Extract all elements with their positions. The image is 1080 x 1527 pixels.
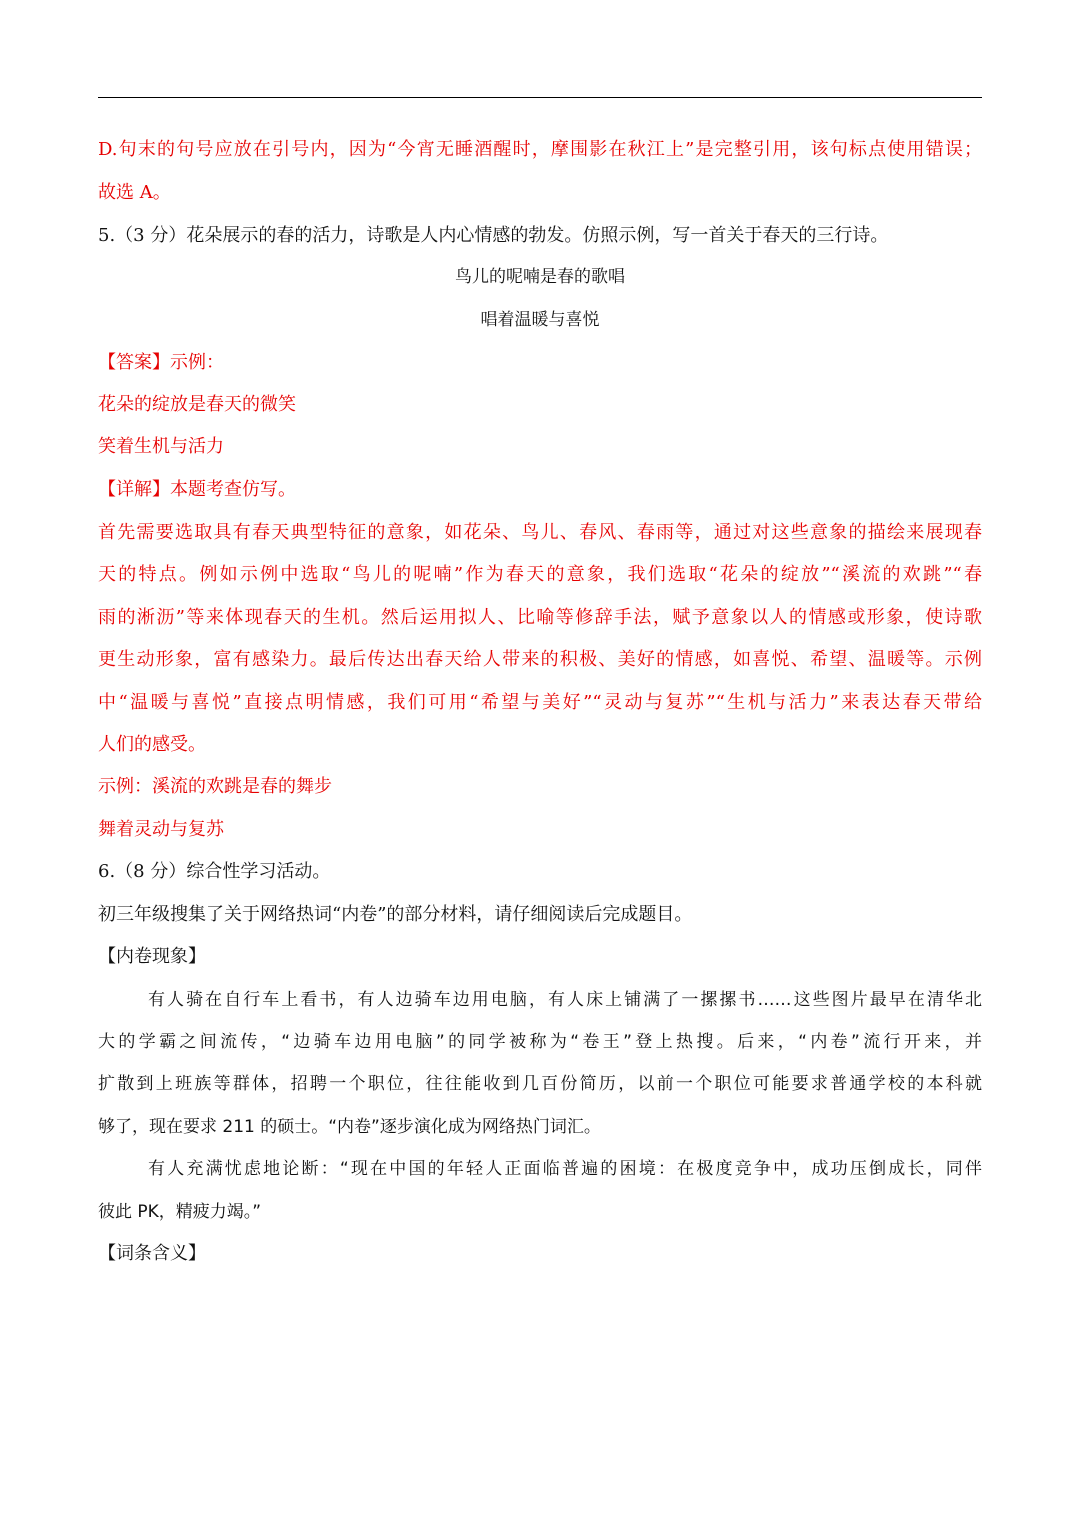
q5-detail-line: 更生动形象，富有感染力。最后传达出春天给人带来的积极、美好的情感，如喜悦、希望、温暖等。示例 (98, 649, 982, 670)
question-6-prompt: 6.（8 分）综合性学习活动。 (98, 861, 331, 882)
answer-d-line-2: 故选 A。 (98, 182, 171, 203)
q6-section-title-definition: 【词条含义】 (98, 1243, 206, 1264)
q5-example-line-1: 鸟儿的呢喃是春的歌唱 (455, 267, 625, 287)
q5-example-line-2: 唱着温暖与喜悦 (480, 310, 600, 330)
q5-answer-label: 【答案】示例： (98, 352, 224, 373)
q5-example2-line-2: 舞着灵动与复苏 (98, 819, 224, 840)
q6-para2-line: 彼此 PK，精疲力竭。” (98, 1202, 262, 1222)
q5-detail-label: 【详解】本题考查仿写。 (98, 479, 296, 500)
q5-detail-line: 天的特点。例如示例中选取“鸟儿的呢喃”作为春天的意象，我们选取“花朵的绽放”“溪流的欢跳”“春 (98, 564, 982, 585)
q6-intro: 初三年级搜集了关于网络热词“内卷”的部分材料，请仔细阅读后完成题目。 (98, 904, 693, 925)
q5-answer-line-2: 笑着生机与活力 (98, 436, 224, 457)
q5-detail-line: 雨的淅沥”等来体现春天的生机。然后运用拟人、比喻等修辞手法，赋予意象以人的情感或形象，使诗歌 (98, 607, 982, 628)
q6-para1-line: 扩散到上班族等群体，招聘一个职位，往往能收到几百份简历，以前一个职位可能要求普通学校的本科就 (98, 1074, 982, 1094)
question-5-prompt: 5.（3 分）花朵展示的春的活力，诗歌是人内心情感的勃发。仿照示例，写一首关于春天的三行诗。 (98, 225, 889, 246)
q6-para2-line: 有人充满忧虑地论断：“现在中国的年轻人正面临普遍的困境：在极度竞争中，成功压倒成长，同伴 (148, 1159, 982, 1179)
q6-para1-line: 够了，现在要求 211 的硕士。“内卷”逐步演化成为网络热门词汇。 (98, 1117, 601, 1137)
header-rule (98, 97, 982, 98)
q5-detail-line: 首先需要选取具有春天典型特征的意象，如花朵、鸟儿、春风、春雨等，通过对这些意象的描绘来展现春 (98, 522, 982, 543)
q6-para1-line: 大的学霸之间流传，“边骑车边用电脑”的同学被称为“卷王”登上热搜。后来，“内卷”流行开来，并 (98, 1032, 982, 1052)
q5-example2-line-1: 示例：溪流的欢跳是春的舞步 (98, 776, 332, 797)
q5-answer-line-1: 花朵的绽放是春天的微笑 (98, 394, 296, 415)
answer-d-line-1: D.句末的句号应放在引号内，因为“今宵无睡酒醒时，摩围影在秋江上”是完整引用，该句标点使用错误； (98, 139, 982, 160)
q5-detail-line: 人们的感受。 (98, 734, 206, 755)
q6-para1-line: 有人骑在自行车上看书，有人边骑车边用电脑，有人床上铺满了一摞摞书……这些图片最早在清华北 (148, 990, 982, 1010)
q6-section-title-phenomenon: 【内卷现象】 (98, 946, 206, 967)
q5-detail-line: 中“温暖与喜悦”直接点明情感，我们可用“希望与美好”“灵动与复苏”“生机与活力”来表达春天带给 (98, 692, 982, 713)
